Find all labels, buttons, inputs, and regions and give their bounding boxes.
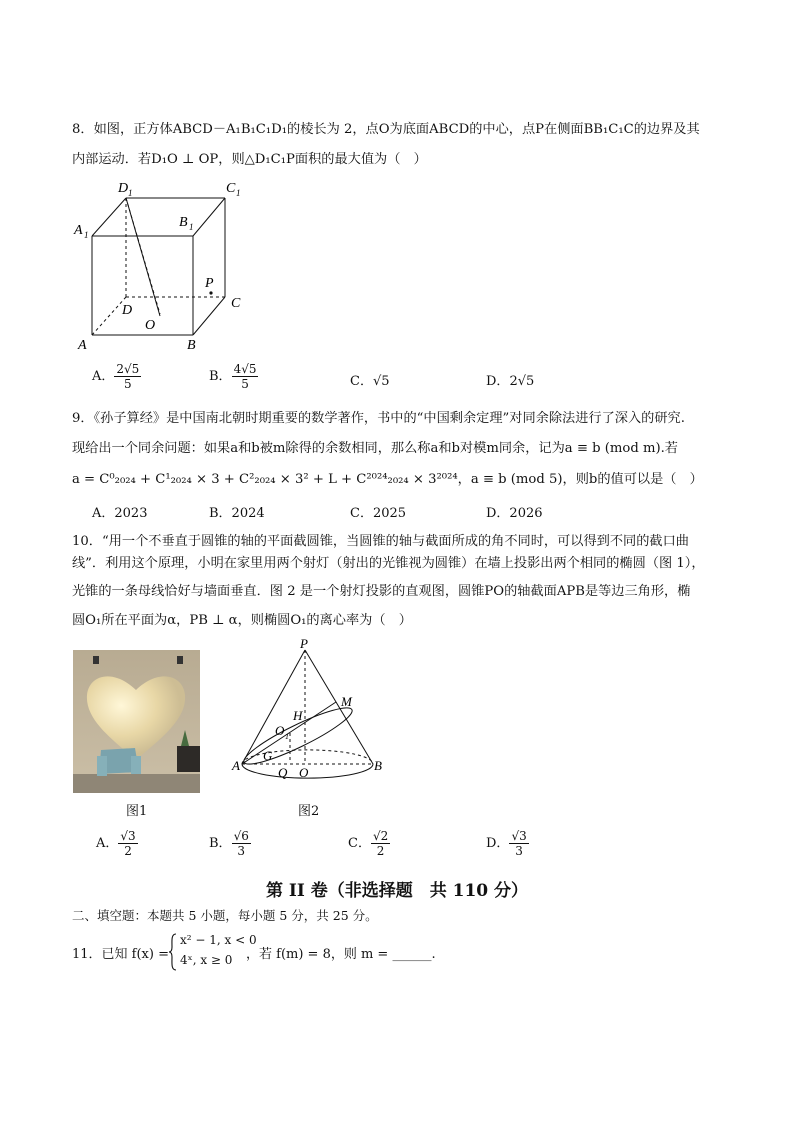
- q8-line1: 8．如图，正方体ABCD－A₁B₁C₁D₁的棱长为 2，点O为底面ABCD的中心，点P在侧面BB₁C₁C的边界及其: [72, 122, 700, 137]
- label-m: M: [341, 694, 352, 709]
- q10-d-den: 3: [515, 844, 523, 858]
- cube-figure: [70, 176, 260, 354]
- q9-option-a: A．2023: [92, 506, 148, 521]
- label-p2: P: [300, 636, 308, 651]
- q10-c-den: 2: [376, 844, 385, 858]
- label-a1-sub: 1: [84, 230, 89, 240]
- q10-option-a: A． $\frac{√3}{2}$: [96, 829, 136, 858]
- q11-prefix: 11．已知 f(x) =: [72, 947, 169, 962]
- q10-line3: 光锥的一条母线恰好与墙面垂直．图 2 是一个射灯投影的直观图，圆锥PO的轴截面APB是等边三角形，椭: [72, 584, 691, 599]
- piecewise-brace: [168, 933, 178, 971]
- label-o: O: [145, 318, 156, 333]
- q10-d-num: √3: [511, 829, 527, 843]
- label-o2: O: [299, 765, 309, 780]
- label-c1: C: [226, 181, 236, 196]
- q10-a-den: 2: [124, 844, 132, 858]
- q11-suffix: ，若 f(m) = 8，则 m = ______.: [246, 947, 436, 962]
- label-o1-sub: 1: [285, 732, 289, 741]
- section2-heading: 二、填空题：本题共 5 小题，每小题 5 分，共 25 分。: [72, 908, 378, 923]
- label-o1: O: [275, 723, 285, 738]
- q8-a-num: 2√5: [116, 362, 140, 376]
- label-h: H: [293, 708, 303, 723]
- q10-b-den: 3: [237, 844, 246, 858]
- label-a2: A: [232, 758, 240, 773]
- q8-option-b: B． $\frac{4√5}{5}$: [209, 362, 257, 391]
- q9-option-b: B．2024: [209, 506, 265, 521]
- fig1-room-photo: [73, 650, 200, 793]
- q9-line2: 现给出一个同余问题：如果a和b被m除得的余数相同，那么称a和b对模m同余，记为a ≡ b (mod m).若: [72, 441, 678, 456]
- label-d1: D: [118, 181, 129, 196]
- q9-line1: 9．《孙子算经》是中国南北朝时期重要的数学著作，书中的“中国剩余定理”对同余除法进行了深入的研究.: [72, 411, 685, 426]
- q8-d-value: 2√5: [509, 374, 535, 389]
- label-c1-sub: 1: [236, 188, 241, 198]
- q8-line2: 内部运动．若D₁O ⊥ OP，则△D₁C₁P面积的最大值为（ ）: [72, 152, 427, 167]
- label-d: D: [122, 303, 133, 318]
- q11-case1: x² − 1, x < 0: [180, 933, 257, 947]
- section2-title: 第 II 卷（非选择题 共 110 分）: [265, 881, 529, 901]
- label-p: P: [205, 276, 214, 291]
- q10-a-num: √3: [120, 829, 136, 843]
- label-b: B: [187, 338, 196, 353]
- fig1-caption: 图1: [126, 804, 148, 819]
- q8-b-den: 5: [241, 377, 249, 391]
- q10-option-c: C． $\frac{√2}{2}$: [348, 829, 389, 858]
- q10-line4: 圆O₁所在平面为α，PB ⊥ α，则椭圆O₁的离心率为（ ）: [72, 613, 412, 628]
- fig2-caption: 图2: [298, 804, 320, 819]
- label-a1: A: [74, 223, 83, 238]
- label-g: G: [263, 748, 273, 763]
- label-b2: B: [374, 758, 382, 773]
- q10-c-num: √2: [372, 829, 389, 843]
- label-c: C: [231, 296, 241, 311]
- q10-b-num: √6: [233, 829, 249, 843]
- q10-line2: 线”．利用这个原理，小明在家里用两个射灯（射出的光锥视为圆锥）在墙上投影出两个相同的椭圆（图 1），: [72, 556, 705, 571]
- q11-case2: 4ˣ, x ≥ 0: [180, 953, 233, 967]
- label-b1: B: [179, 215, 188, 230]
- q9-option-d: D．2026: [486, 506, 543, 521]
- point-p: [209, 291, 212, 294]
- q10-option-d: D． $\frac{√3}{3}$: [486, 829, 527, 858]
- q8-option-c: C．√5: [350, 374, 390, 389]
- label-a: A: [78, 338, 87, 353]
- q10-option-b: B． $\frac{√6}{3}$: [209, 829, 249, 858]
- q9-option-c: C．2025: [350, 506, 407, 521]
- q8-a-den: 5: [124, 377, 132, 391]
- fig2-cone: [228, 636, 388, 784]
- q8-b-num: 4√5: [233, 362, 257, 376]
- q9-line3: a = C⁰₂₀₂₄ + C¹₂₀₂₄ × 3 + C²₂₀₂₄ × 3² + L + C²⁰²⁴₂₀₂₄ × 3²⁰²⁴，a ≡ b (mod 5)，则b的值可以是（ ）: [72, 472, 703, 487]
- label-q: Q: [278, 765, 288, 780]
- q8-c-value: √5: [372, 374, 390, 389]
- q10-line1: 10．“用一个不垂直于圆锥的轴的平面截圆锥，当圆锥的轴与截面所成的角不同时，可以得到不同的截口曲: [72, 534, 689, 549]
- q8-option-a: A． $\frac{2√5}{5}$: [92, 362, 140, 391]
- label-b1-sub: 1: [189, 222, 194, 232]
- label-d1-sub: 1: [128, 188, 133, 198]
- q8-option-d: D．2√5: [486, 374, 535, 389]
